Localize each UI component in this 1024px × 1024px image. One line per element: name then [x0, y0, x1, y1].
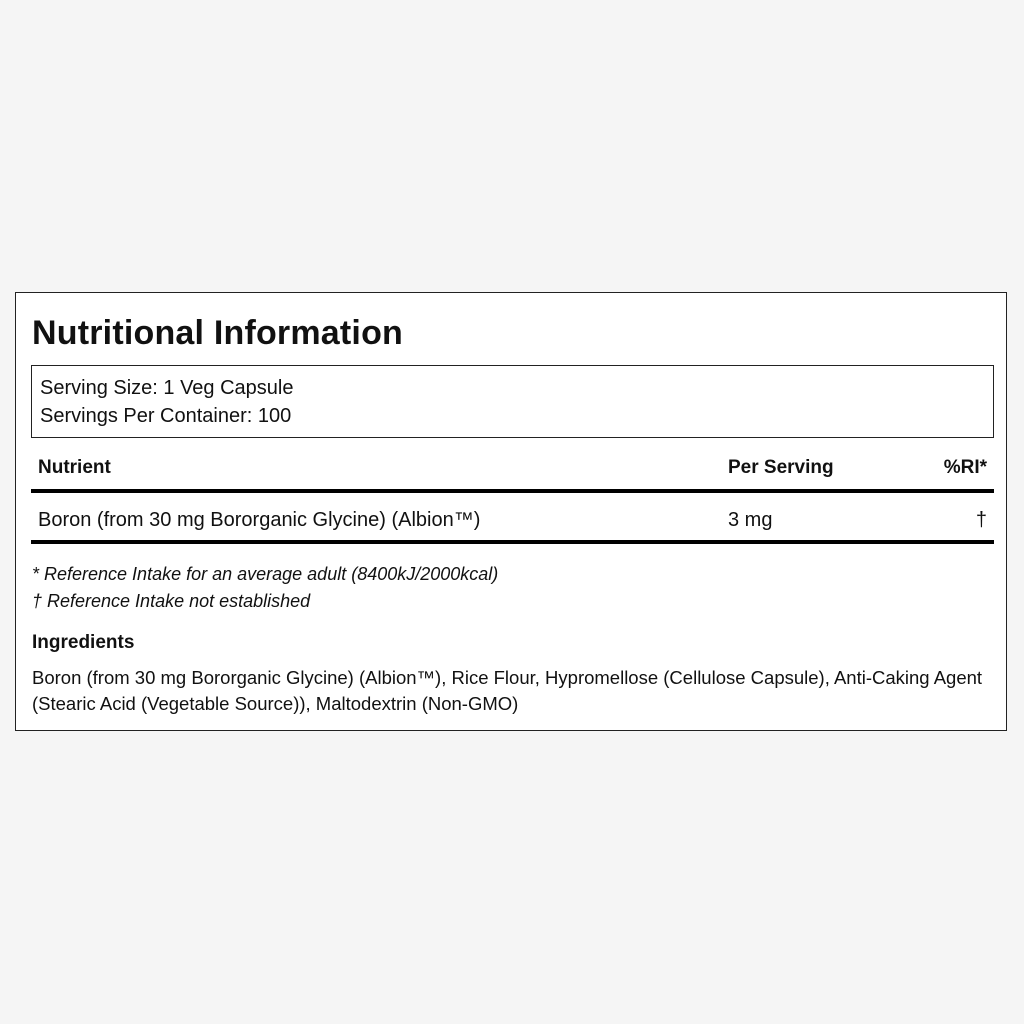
serving-size: Serving Size: 1 Veg Capsule — [40, 377, 294, 399]
nutrition-panel — [15, 292, 1007, 731]
row-ri: † — [975, 509, 987, 531]
footnote-not-established: † Reference Intake not established — [32, 591, 311, 611]
serving-info-box — [31, 365, 994, 438]
header-ri: %RI* — [943, 457, 987, 478]
ingredients-heading: Ingredients — [32, 632, 135, 653]
panel-title: Nutritional Information — [32, 314, 404, 352]
table-row — [31, 504, 994, 534]
ingredients-text: Boron (from 30 mg Bororganic Glycine) (Albion™), Rice Flour, Hypromellose (Cellulose Capsule), Anti-Caking Agent (Stearic Acid (Vegetable Source)), Maltodextrin (Non-GMO) — [32, 667, 983, 714]
header-per-serving: Per Serving — [728, 457, 834, 478]
row-per-serving: 3 mg — [728, 509, 773, 531]
row-nutrient: Boron (from 30 mg Bororganic Glycine) (Albion™) — [38, 509, 481, 531]
footnote-ri: * Reference Intake for an average adult (8400kJ/2000kcal) — [32, 564, 499, 584]
header-divider — [31, 489, 994, 493]
header-nutrient: Nutrient — [38, 457, 111, 478]
table-bottom-divider — [31, 540, 994, 544]
footnotes — [32, 561, 498, 615]
table-header-row — [31, 453, 994, 487]
servings-per-container: Servings Per Container: 100 — [40, 405, 292, 427]
